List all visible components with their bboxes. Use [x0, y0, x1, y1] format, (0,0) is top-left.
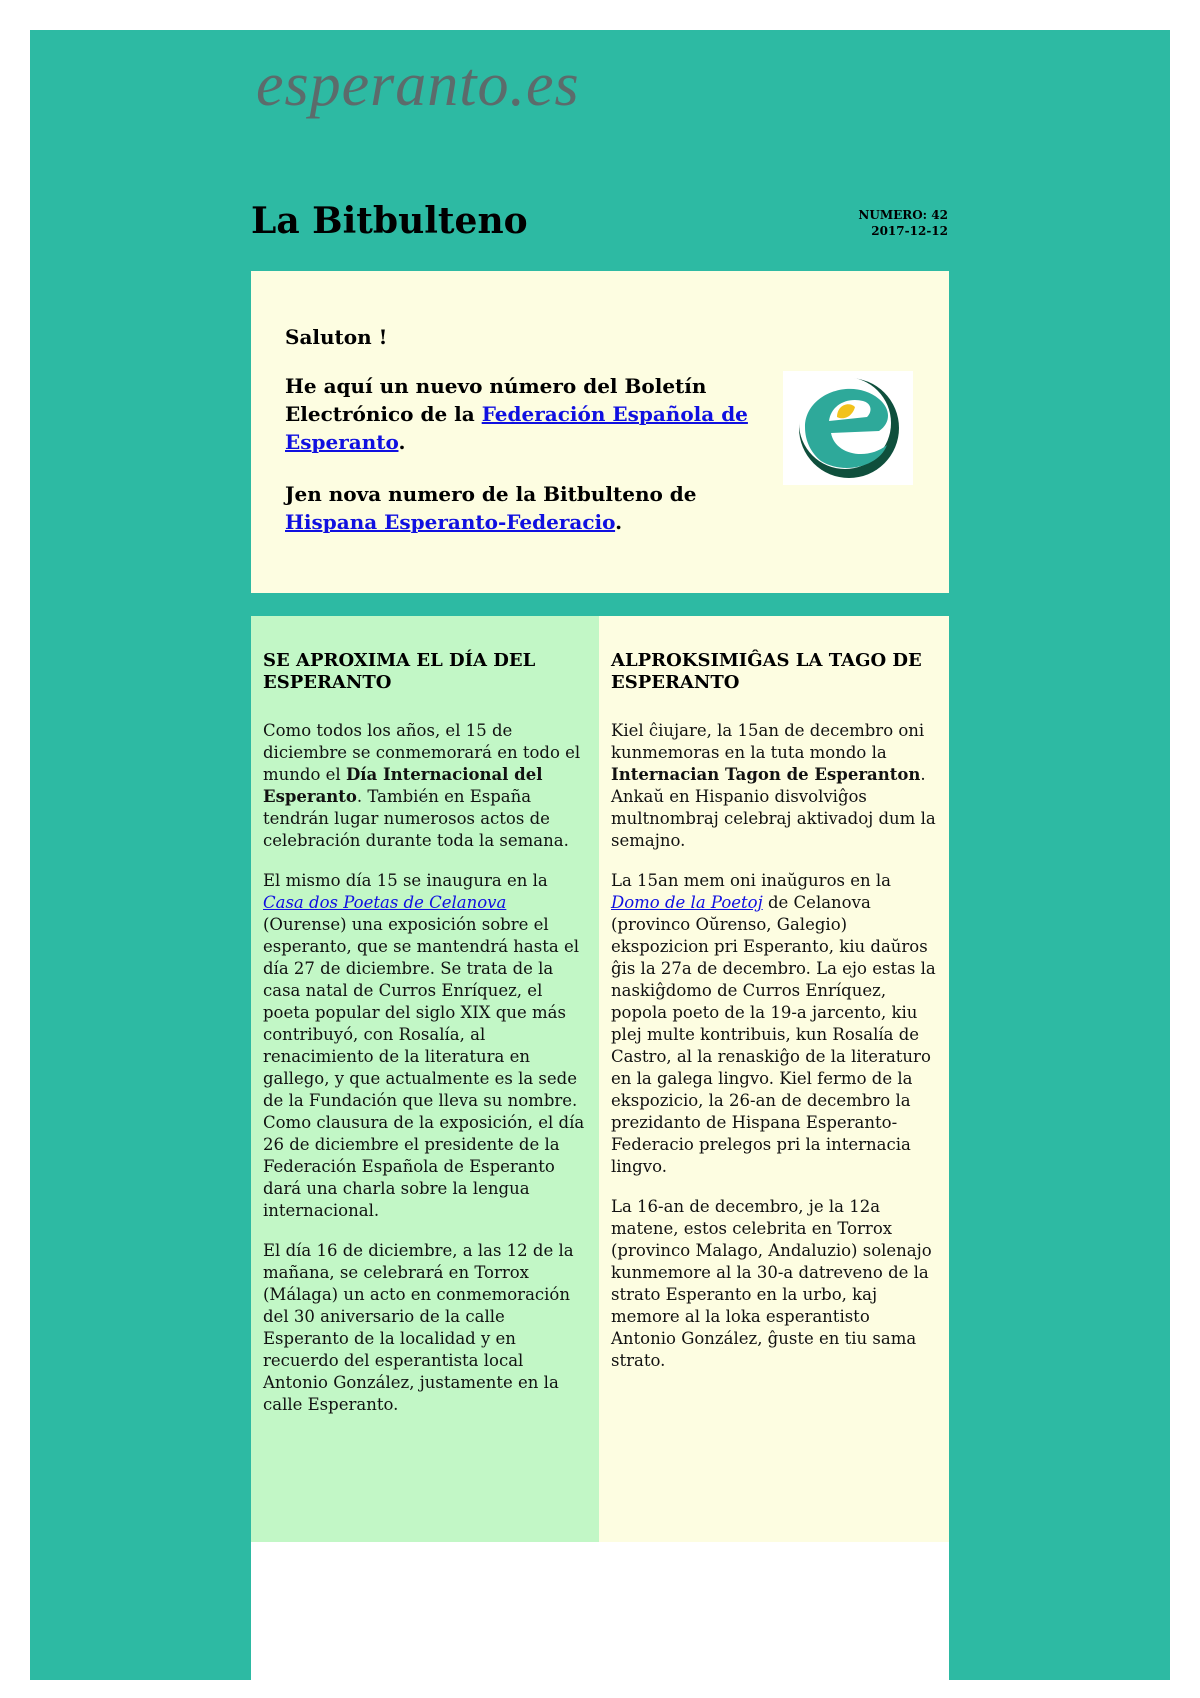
spanish-article-heading: SE APROXIMA EL DÍA DEL ESPERANTO — [263, 650, 536, 693]
esperanto-p1-text-b: . Ankaŭ en Hispanio disvolviĝos multnombraj celebraj aktivadoj dum la semajno. — [611, 765, 936, 850]
federation-es-link[interactable]: Federación Española de Esperanto — [285, 402, 748, 454]
spanish-p2-text-b: (Ourense) una exposición sobre el esperanto, que se mantendrá hasta el día 27 de diciembre. Se trata de la casa natal de Curros Enríquez, el poeta popular del siglo XIX que más contribuyó, con Rosalía, al renacimiento de la literatura en gallego, y que actualmente es la sede de la Fundación que lleva su nombre. Como clausura de la exposición, el día 26 de diciembre el presidente de la Federación Española de Esperanto dará una charla sobre la lengua internacional. — [263, 915, 585, 1220]
issue-date: 2017-12-12 — [871, 224, 948, 238]
federation-eo-link[interactable]: Hispana Esperanto-Federacio — [285, 510, 616, 534]
intro-esperanto — [285, 480, 765, 536]
issue-info — [858, 207, 948, 239]
esperanto-article — [599, 616, 949, 1542]
intro-spanish-text: He aquí un nuevo número del Boletín Electrónico de la — [285, 374, 707, 426]
domo-de-la-poetoj-link[interactable]: Domo de la Poetoj — [611, 893, 763, 912]
intro-box — [251, 271, 949, 593]
section-divider — [251, 593, 949, 616]
spanish-paragraph-1 — [263, 720, 587, 852]
esperanto-paragraph-2 — [611, 870, 937, 1178]
esperanto-paragraph-1 — [611, 720, 937, 852]
spanish-paragraph-3: El día 16 de diciembre, a las 12 de la mañana, se celebrará en Torrox (Málaga) un acto en conmemoración del 30 aniversario de la calle Esperanto de la localidad y en recuerdo del esperantista local Antonio González, justamente en la calle Esperanto. — [263, 1241, 574, 1414]
spanish-p2-text-a: El mismo día 15 se inaugura en la — [263, 871, 548, 890]
esperanto-article-heading: ALPROKSIMIĜAS LA TAGO DE ESPERANTO — [611, 650, 922, 693]
intro-esperanto-text: Jen nova numero de la Bitbulteno de — [285, 482, 697, 506]
spanish-article — [251, 616, 599, 1542]
site-logo[interactable]: esperanto.es — [256, 51, 580, 119]
esperanto-p1-bold: Internacian Tagon de Esperanton — [611, 765, 921, 784]
spanish-p1-text-a: Como todos los años, el 15 de diciembre se conmemorará en todo el mundo el — [263, 721, 581, 784]
intro-esperanto-period: . — [615, 510, 623, 534]
spanish-p1-text-b: . También en España tendrán lugar numerosos actos de celebración durante toda la semana. — [263, 787, 569, 850]
intro-spanish — [285, 372, 765, 456]
greeting: Saluton ! — [285, 325, 388, 349]
esperanto-p2-text-a: La 15an mem oni inaŭguros en la — [611, 871, 891, 890]
esperanto-paragraph-3: La 16-an de decembro, je la 12a matene, estos celebrita en Torrox (provinco Malago, Andaluzio) solenajo kunmemore al la 30-a datreveno de la strato Esperanto en la urbo, kaj memore al la loka esperantisto Antonio González, ĝuste en tiu sama strato. — [611, 1197, 932, 1370]
spanish-paragraph-2 — [263, 870, 587, 1222]
newsletter-title: La Bitbulteno — [251, 200, 528, 242]
issue-number: NUMERO: 42 — [858, 208, 948, 222]
intro-spanish-period: . — [398, 430, 406, 454]
footer-space — [251, 1542, 949, 1680]
esperanto-p1-text-a: Kiel ĉiujare, la 15an de decembro oni kunmemoras en la tuta mondo la — [611, 721, 925, 762]
casa-dos-poetas-link[interactable]: Casa dos Poetas de Celanova — [263, 893, 507, 912]
esperanto-p2-text-b: de Celanova (provinco Oŭrenso, Galegio) ekspozicion pri Esperanto, kiu daŭros ĝis la 27a de decembro. La ejo estas la naskiĝdomo de Curros Enríquez, popola poeto de la 19-a jarcento, kiu plej multe kontribuis, kun Rosalía de Castro, al la renaskiĝo de la literaturo en la galega lingvo. Kiel fermo de la ekspozicio, la 26-an de decembro la prezidanto de Hispana Esperanto-Federacio prelegos pri la internacia lingvo. — [611, 893, 936, 1176]
federation-emblem-icon — [783, 371, 913, 485]
spanish-p1-bold: Día Internacional del Esperanto — [263, 765, 543, 806]
